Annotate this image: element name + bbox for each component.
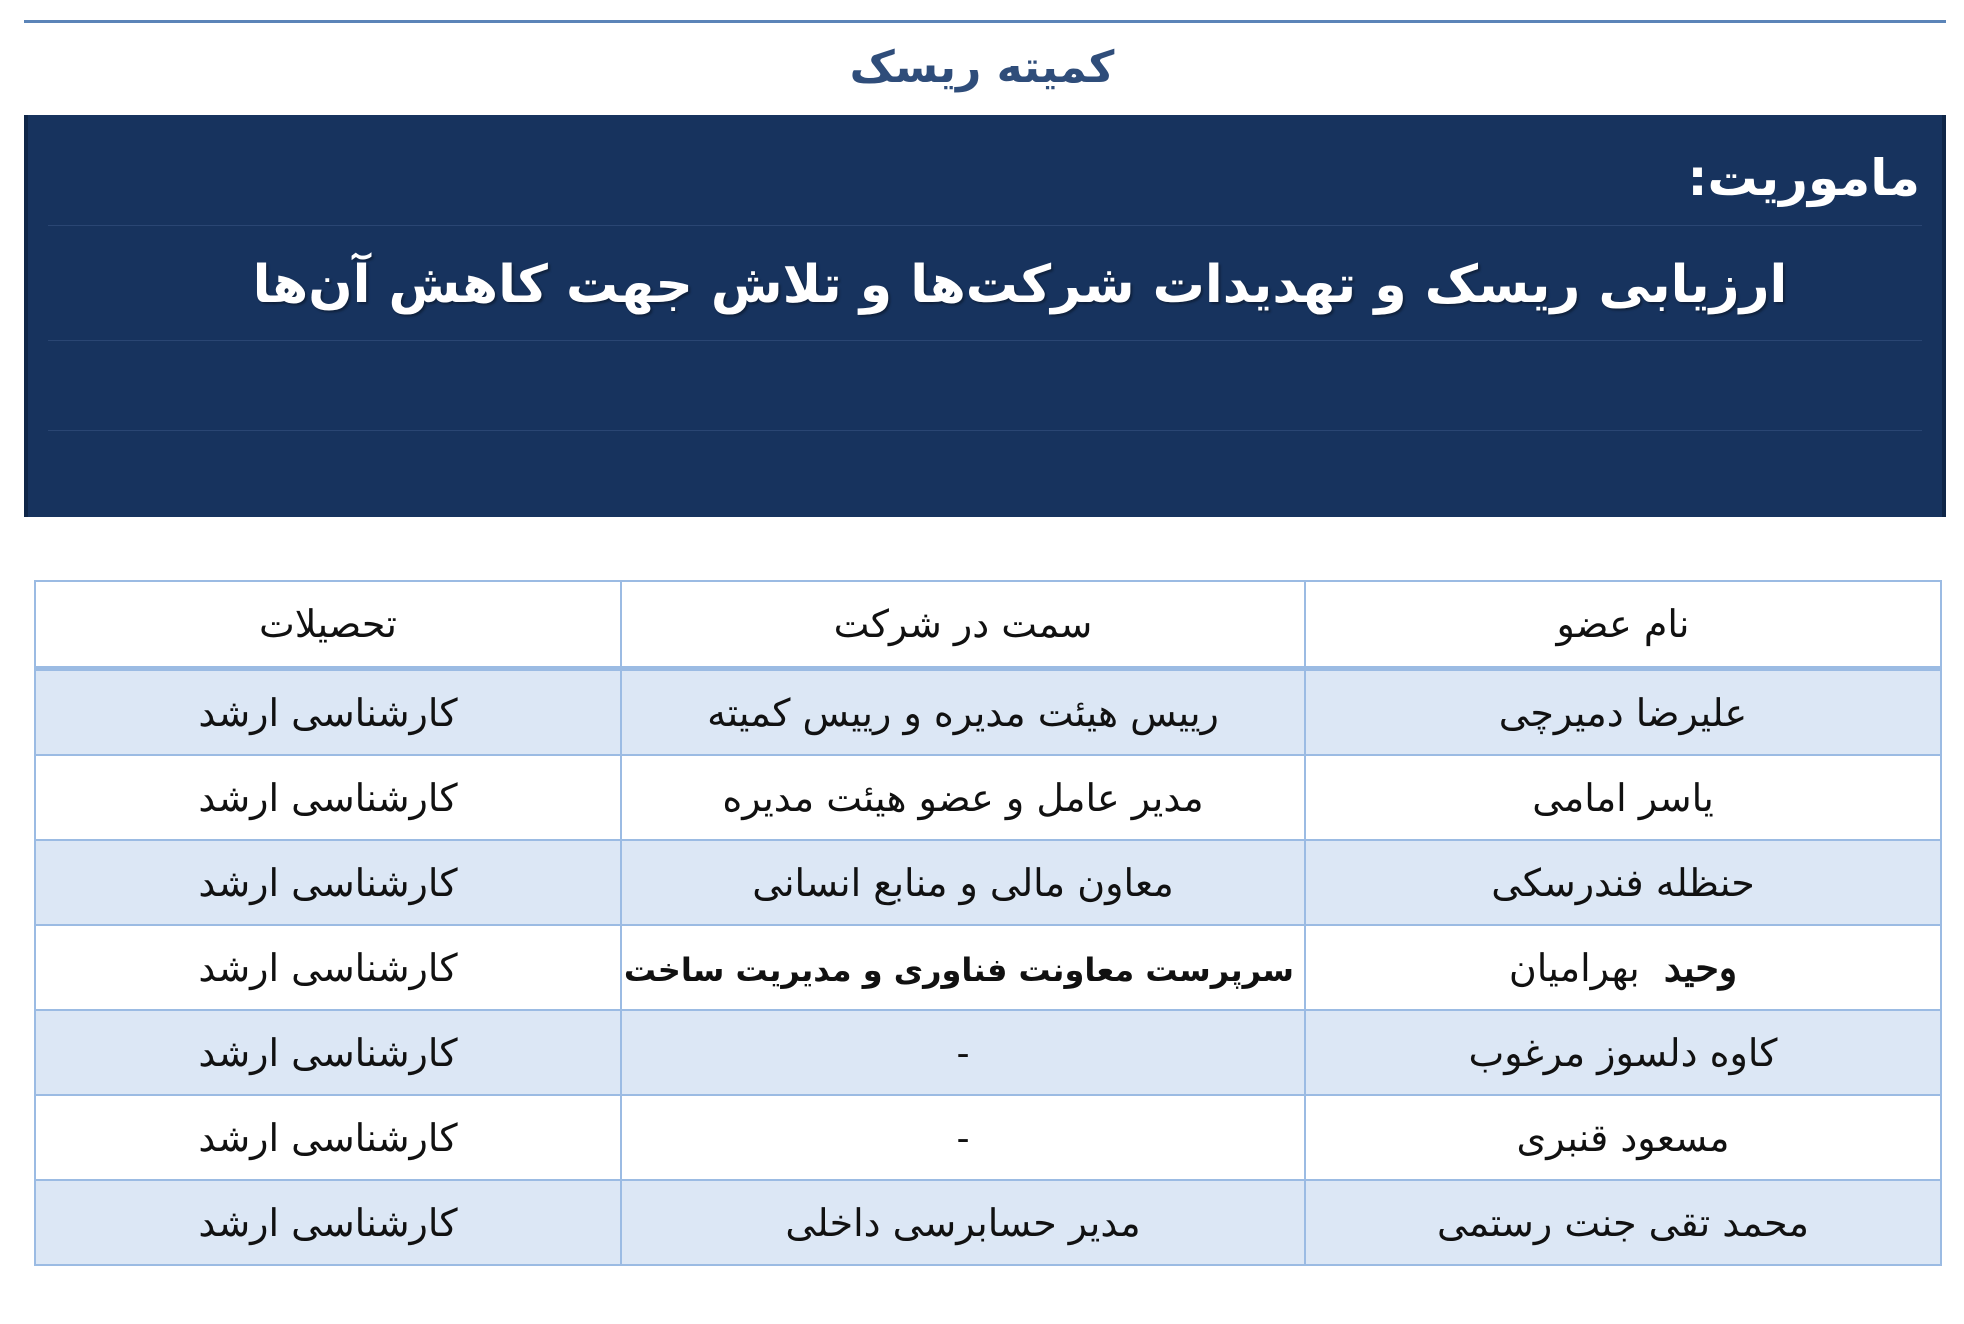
members-table [34, 580, 1942, 1266]
member-name: محمد تقی جنت رستمی [1305, 1180, 1941, 1265]
member-education: کارشناسی ارشد [35, 1010, 621, 1095]
member-name: حنظله فندرسکی [1305, 840, 1941, 925]
table-header-row [35, 581, 1941, 669]
mission-panel [24, 115, 1946, 517]
mission-text: ارزیابی ریسک و تهدیدات شرکت‌ها و تلاش جهت کاهش آن‌ها [252, 255, 1788, 315]
member-last-name: بهرامیان [1508, 946, 1640, 990]
member-first-name: وحید [1663, 945, 1738, 990]
member-name: یاسر امامی [1305, 755, 1941, 840]
table-row [35, 1010, 1941, 1095]
member-name: مسعود قنبری [1305, 1095, 1941, 1180]
member-name: کاوه دلسوز مرغوب [1305, 1010, 1941, 1095]
table-row [35, 755, 1941, 840]
table-row [35, 669, 1941, 756]
header-role: سمت در شرکت [621, 581, 1305, 669]
table-row [35, 925, 1941, 1010]
member-role: معاون مالی و منابع انسانی [621, 840, 1305, 925]
member-role [621, 925, 1305, 1010]
member-education: کارشناسی ارشد [35, 1095, 621, 1180]
member-name [1305, 925, 1941, 1010]
member-role: - [621, 1095, 1305, 1180]
member-education: کارشناسی ارشد [35, 669, 621, 756]
member-education: کارشناسی ارشد [35, 840, 621, 925]
member-education: کارشناسی ارشد [35, 1180, 621, 1265]
mission-heading: ماموریت: [1687, 149, 1920, 207]
panel-rule [48, 430, 1922, 431]
panel-rule [48, 340, 1922, 341]
top-divider [24, 20, 1946, 23]
member-name: علیرضا دمیرچی [1305, 669, 1941, 756]
table-row [35, 1095, 1941, 1180]
member-role: رییس هیئت مدیره و رییس کمیته [621, 669, 1305, 756]
member-role: - [621, 1010, 1305, 1095]
panel-rule [48, 225, 1922, 226]
member-role: مدیر حسابرسی داخلی [621, 1180, 1305, 1265]
header-education: تحصیلات [35, 581, 621, 669]
table-row [35, 1180, 1941, 1265]
member-role: مدیر عامل و عضو هیئت مدیره [621, 755, 1305, 840]
page-title: کمیته ریسک [849, 42, 1115, 93]
header-name: نام عضو [1305, 581, 1941, 669]
member-education: کارشناسی ارشد [35, 755, 621, 840]
table-row [35, 840, 1941, 925]
member-role-text: سرپرست معاونت فناوری و مدیریت ساخت [623, 950, 1294, 989]
member-education: کارشناسی ارشد [35, 925, 621, 1010]
